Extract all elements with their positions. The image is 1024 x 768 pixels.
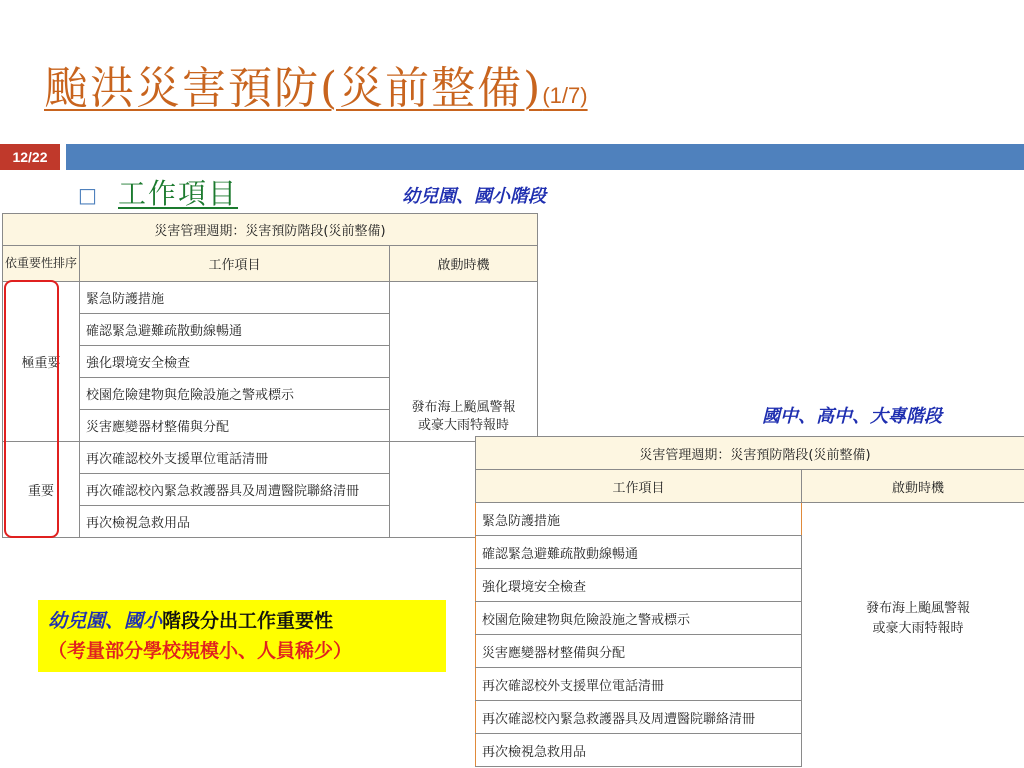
- timing-cell: 發布海上颱風警報 或豪大雨特報時: [390, 282, 538, 442]
- stage-label-secondary: 國中、高中、大專階段: [762, 406, 942, 427]
- table-row: 再次確認校內緊急救護器具及周遭醫院聯絡清冊: [80, 474, 390, 506]
- header-bar: [66, 144, 1024, 170]
- header-priority: 依重要性排序: [3, 246, 80, 282]
- table-row: 再次檢視急救用品: [80, 506, 390, 538]
- header-item: 工作項目: [80, 246, 390, 282]
- table-row: 再次確認校外支援單位電話清冊: [476, 668, 802, 701]
- table-row: 校園危險建物與危險設施之警戒標示: [476, 602, 802, 635]
- highlight-note: [38, 600, 446, 672]
- note-text: 階段分出工作重要性: [162, 610, 334, 632]
- section-heading: 工作項目: [118, 177, 239, 210]
- table-row: 緊急防護措施: [476, 503, 802, 536]
- table-row: 確認緊急避難疏散動線暢通: [476, 536, 802, 569]
- timing-cell: 發布海上颱風警報 或豪大雨特報時: [802, 503, 1024, 767]
- table-row: 強化環境安全檢查: [476, 569, 802, 602]
- stage-label-elementary: 幼兒園、國小階段: [402, 186, 546, 207]
- table-row: 校園危險建物與危險設施之警戒標示: [80, 378, 390, 410]
- slide-title: [44, 52, 588, 116]
- header-item: 工作項目: [476, 470, 802, 503]
- table-row: 緊急防護措施: [80, 282, 390, 314]
- priority-critical: 極重要: [3, 282, 80, 442]
- priority-important: 重要: [3, 442, 80, 538]
- table-caption: 災害管理週期：災害預防階段(災前整備): [476, 437, 1024, 470]
- task-table-elementary: [2, 213, 538, 538]
- table-row: 災害應變器材整備與分配: [80, 410, 390, 442]
- slide-number-badge: 12/22: [0, 144, 60, 170]
- task-table-secondary: [475, 436, 1024, 767]
- slide-title-main: 颱洪災害預防(災前整備): [44, 63, 543, 114]
- header-timing: 啟動時機: [390, 246, 538, 282]
- table-row: 確認緊急避難疏散動線暢通: [80, 314, 390, 346]
- header-timing: 啟動時機: [802, 470, 1024, 503]
- note-reason: （考量部分學校規模小、人員稀少）: [48, 640, 353, 662]
- table-row: 強化環境安全檢查: [80, 346, 390, 378]
- table-row: 再次確認校內緊急救護器具及周遭醫院聯絡清冊: [476, 701, 802, 734]
- bullet-square-icon: □: [78, 183, 97, 207]
- table-row: 再次檢視急救用品: [476, 734, 802, 767]
- table-row: 災害應變器材整備與分配: [476, 635, 802, 668]
- note-stage: 幼兒園、國小: [48, 610, 163, 632]
- table-caption: 災害管理週期：災害預防階段(災前整備): [3, 214, 538, 246]
- table-row: 再次確認校外支援單位電話清冊: [80, 442, 390, 474]
- slide-title-fraction: (1/7): [542, 83, 588, 108]
